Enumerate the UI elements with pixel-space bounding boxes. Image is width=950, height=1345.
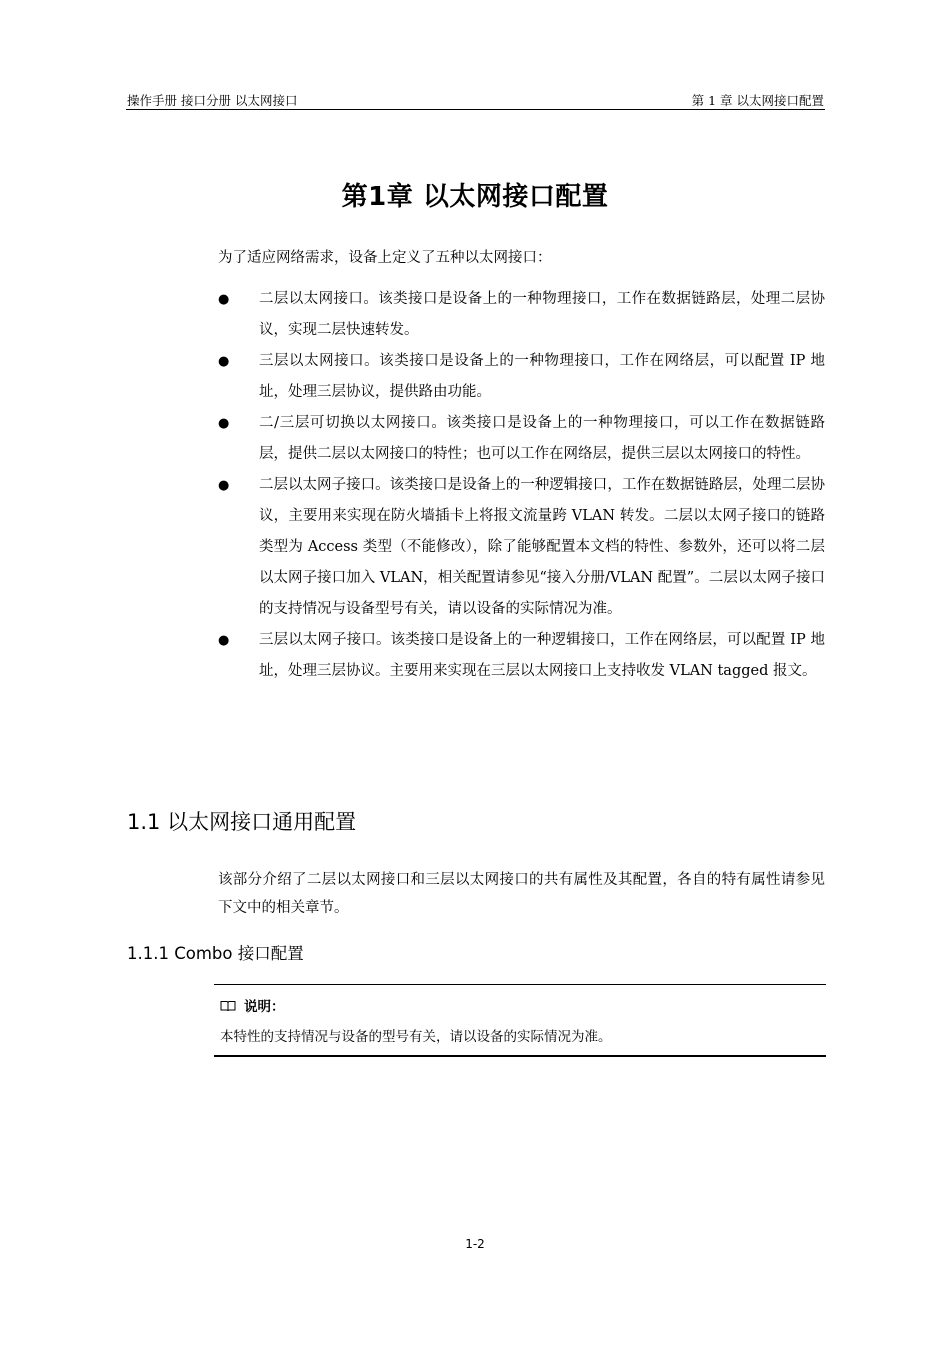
header-right: 第 1 章 以太网接口配置 <box>691 93 824 108</box>
section-heading-1-1: 1.1 以太网接口通用配置 <box>127 810 357 834</box>
bullet-icon: ● <box>218 354 230 369</box>
page-header <box>126 89 825 110</box>
list-item-text: 二层以太网接口。该类接口是设备上的一种物理接口，工作在数据链路层，处理二层协议，实现二层快速转发。 <box>259 291 825 338</box>
section-1-1-paragraph: 该部分介绍了二层以太网接口和三层以太网接口的共有属性及其配置，各自的特有属性请参见下文中的相关章节。 <box>218 872 825 916</box>
note-heading <box>220 995 285 1015</box>
chapter-title: 第1章 以太网接口配置 <box>341 182 609 212</box>
list-item-text: 三层以太网接口。该类接口是设备上的一种物理接口，工作在网络层，可以配置 IP 地址，处理三层协议，提供路由功能。 <box>259 353 825 400</box>
list-item <box>218 346 825 408</box>
interface-type-list <box>218 284 825 687</box>
bullet-icon: ● <box>218 292 230 307</box>
list-item <box>218 408 825 470</box>
list-item-text: 二层以太网子接口。该类接口是设备上的一种逻辑接口，工作在数据链路层，处理二层协议，主要用来实现在防火墙插卡上将报文流量跨 VLAN 转发。二层以太网子接口的链路类型为 Access 类型（不能修改），除了能够配置本文档的特性、参数外，还可以将二层以太网子接口加入 VLAN，相关配置请参见“接入分册/VLAN 配置”。二层以太网子接口的支持情况与设备型号有关，请以设备的实际情况为准。 <box>259 477 825 617</box>
note-body: 本特性的支持情况与设备的型号有关，请以设备的实际情况为准。 <box>220 1029 612 1045</box>
bullet-icon: ● <box>218 633 230 648</box>
bullet-icon: ● <box>218 416 230 431</box>
intro-paragraph: 为了适应网络需求，设备上定义了五种以太网接口： <box>218 250 552 266</box>
book-icon <box>220 1000 236 1012</box>
note-box <box>214 984 826 1057</box>
section-heading-1-1-1: 1.1.1 Combo 接口配置 <box>127 944 304 963</box>
list-item-text: 三层以太网子接口。该类接口是设备上的一种逻辑接口，工作在网络层，可以配置 IP 地址，处理三层协议。主要用来实现在三层以太网接口上支持收发 VLAN tagged 报文。 <box>259 632 825 679</box>
header-left: 操作手册 接口分册 以太网接口 <box>127 93 298 108</box>
list-item <box>218 625 825 687</box>
list-item <box>218 284 825 346</box>
page-number: 1-2 <box>465 1237 485 1251</box>
list-item-text: 二/三层可切换以太网接口。该类接口是设备上的一种物理接口，可以工作在数据链路层，提供二层以太网接口的特性；也可以工作在网络层，提供三层以太网接口的特性。 <box>259 415 825 462</box>
list-item <box>218 470 825 625</box>
note-heading-label: 说明： <box>244 999 285 1015</box>
bullet-icon: ● <box>218 478 230 493</box>
